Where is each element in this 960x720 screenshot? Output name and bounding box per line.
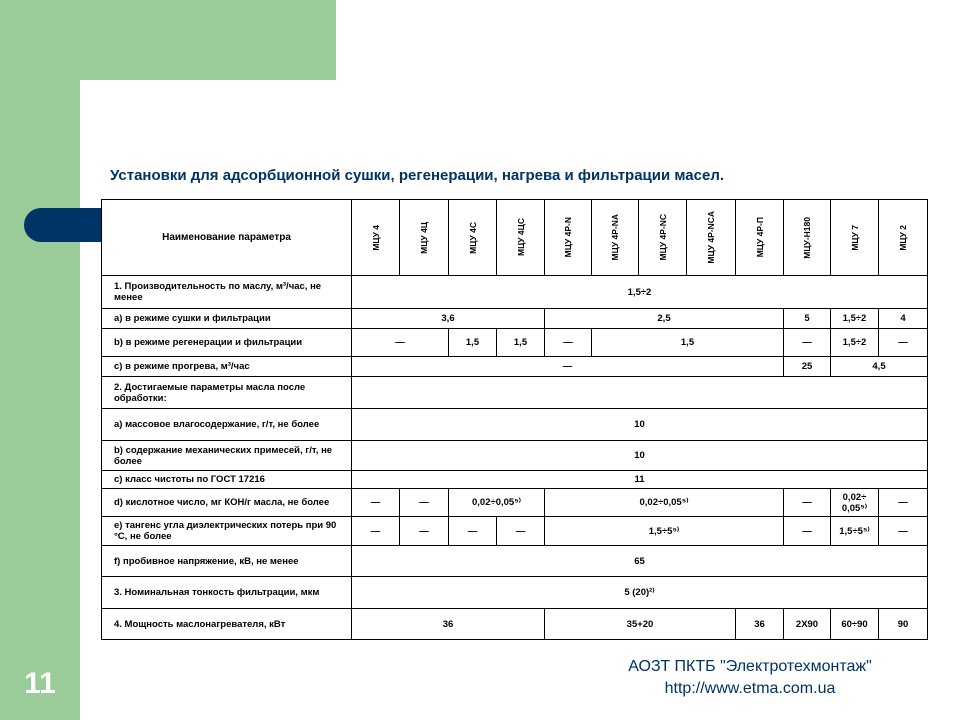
- cell-value: 0,02÷0,05⁵⁾: [639, 497, 689, 508]
- cell-value: 1,5: [465, 337, 480, 348]
- row-label: d) кислотное число, мг КОН/г масла, не более: [114, 497, 330, 508]
- cell-value: 0,02÷ 0,05⁵⁾: [841, 491, 868, 514]
- header-param-label: Наименование параметра: [162, 232, 291, 243]
- value-cell: [830, 356, 928, 377]
- value-cell: [351, 308, 545, 329]
- row-label: b) в режиме регенерации и фильтрации: [114, 337, 303, 348]
- value-cell: [878, 308, 928, 329]
- header-model-cell: [544, 199, 592, 276]
- row-label: 4. Мощность маслонагревателя, кВт: [114, 618, 286, 630]
- cell-value: —: [562, 361, 573, 372]
- cell-value: —: [370, 497, 381, 508]
- cell-value: 5: [804, 313, 810, 324]
- top-decor-band: [80, 0, 336, 80]
- row-label: b) содержание механических примесей, г/т, не более: [114, 444, 333, 467]
- cell-value: —: [563, 337, 573, 348]
- footer-company: АОЗТ ПКТБ "Электротехмонтаж": [628, 658, 872, 675]
- value-cell: [830, 328, 879, 357]
- model-name: МЦУ-Н180: [802, 216, 812, 259]
- cell-value: 36: [442, 618, 454, 630]
- value-cell: [735, 608, 784, 640]
- cell-value: —: [419, 525, 429, 537]
- cell-value: 36: [754, 618, 765, 630]
- value-cell: [351, 275, 928, 309]
- model-name: МЦУ 4Ц: [419, 221, 429, 254]
- cell-value: 1,5÷5⁵⁾: [648, 525, 680, 537]
- value-cell: [544, 608, 736, 640]
- value-cell: [351, 328, 449, 357]
- row-label-cell: [101, 376, 352, 409]
- model-name: МЦУ 7: [849, 224, 860, 251]
- row-label-cell: [101, 576, 352, 609]
- header-model-cell: [830, 199, 879, 276]
- model-name: МЦУ 4С: [467, 221, 478, 254]
- cell-value: —: [898, 497, 908, 508]
- value-cell: [448, 488, 545, 517]
- header-param-cell: [101, 199, 352, 276]
- value-cell: [830, 308, 879, 329]
- value-cell: [351, 488, 400, 517]
- row-label-cell: [101, 545, 352, 577]
- value-cell: [351, 470, 928, 489]
- value-cell: [783, 516, 831, 546]
- cell-value: 1,5÷2: [627, 286, 652, 298]
- value-cell: [878, 328, 928, 357]
- row-label: 3. Номинальная тонкость фильтрации, мкм: [114, 587, 320, 598]
- row-label: е) тангенс угла диэлектрических потерь при 90 °С, не более: [114, 520, 337, 542]
- model-name: МЦУ 4ЦС: [515, 218, 526, 257]
- model-name: МЦУ 4Р-NCA: [706, 211, 716, 264]
- cell-value: —: [898, 525, 908, 537]
- cell-value: 11: [634, 474, 645, 485]
- cell-value: 1,5÷5⁵⁾: [839, 525, 870, 537]
- header-model-cell: [638, 199, 687, 276]
- row-label-cell: [101, 516, 352, 546]
- value-cell: [878, 608, 928, 640]
- slide-number: 11: [24, 667, 56, 700]
- header-model-cell: [399, 199, 449, 276]
- row-label: а) в режиме сушки и фильтрации: [114, 313, 271, 324]
- row-label: 1. Производительность по маслу, м³/час, не менее: [114, 281, 322, 303]
- cell-value: —: [467, 525, 478, 537]
- header-model-cell: [735, 199, 784, 276]
- row-label-cell: [101, 440, 352, 471]
- value-cell: [496, 516, 545, 546]
- model-name: МЦУ 4Р-NC: [657, 214, 668, 261]
- cell-value: 2,5: [657, 313, 671, 324]
- value-cell: [830, 488, 879, 517]
- row-label: с) класс чистоты по ГОСТ 17216: [114, 474, 265, 485]
- cell-value: 35+20: [626, 618, 654, 630]
- value-cell: [351, 545, 928, 577]
- header-model-cell: [496, 199, 545, 276]
- parameters-table: [101, 199, 928, 640]
- value-cell: [351, 356, 784, 377]
- value-cell: [783, 608, 831, 640]
- row-label-cell: [101, 328, 352, 357]
- cell-value: 10: [634, 419, 645, 430]
- value-cell: [830, 516, 879, 546]
- row-label-cell: [101, 308, 352, 329]
- row-label: а) массовое влагосодержание, г/т, не более: [114, 419, 320, 430]
- row-label-cell: [101, 488, 352, 517]
- cell-value: 10: [634, 450, 645, 461]
- cell-value: 1,5÷2: [842, 337, 867, 348]
- left-decor-band: [0, 0, 80, 720]
- cell-value: —: [802, 525, 812, 537]
- cell-value: —: [898, 337, 908, 348]
- cell-value: 1,5: [680, 337, 695, 348]
- cell-value: —: [802, 337, 812, 348]
- model-name: МЦУ 4Р-N: [563, 217, 573, 258]
- slide-title: Установки для адсорбционной сушки, регенерации, нагрева и фильтрации масел.: [110, 167, 725, 184]
- value-cell: [448, 328, 497, 357]
- header-model-cell: [448, 199, 497, 276]
- value-cell: [591, 328, 784, 357]
- row-label: с) в режиме прогрева, м³/час: [114, 361, 250, 372]
- row-label-cell: [101, 470, 352, 489]
- cell-value: 90: [897, 618, 909, 630]
- cell-value: —: [370, 525, 381, 537]
- value-cell: [830, 608, 879, 640]
- header-model-cell: [591, 199, 639, 276]
- footer: [560, 656, 940, 700]
- value-cell: [544, 488, 784, 517]
- footer-url[interactable]: http://www.etma.com.ua: [664, 680, 836, 697]
- header-model-cell: [878, 199, 928, 276]
- header-model-cell: [686, 199, 736, 276]
- cell-value: —: [419, 497, 429, 508]
- value-cell: [878, 488, 928, 517]
- model-name: МЦУ 4Р-П: [754, 217, 765, 258]
- row-label: 2. Достигаемые параметры масла после обработки:: [114, 381, 306, 404]
- value-cell: [544, 308, 784, 329]
- model-name: МЦУ 4Р-NA: [610, 214, 620, 261]
- value-cell: [351, 408, 928, 441]
- value-cell: [544, 328, 592, 357]
- cell-value: 65: [634, 555, 645, 567]
- value-cell: [878, 516, 928, 546]
- cell-value: 1,5÷2: [842, 313, 867, 324]
- value-cell: [544, 516, 784, 546]
- cell-value: —: [395, 337, 405, 348]
- row-label-cell: [101, 356, 352, 377]
- value-cell: [351, 516, 400, 546]
- header-model-cell: [783, 199, 831, 276]
- cell-value: 5 (20)²⁾: [624, 587, 655, 598]
- value-cell: [351, 376, 928, 409]
- model-name: МЦУ 2: [898, 224, 908, 251]
- value-cell: [399, 516, 449, 546]
- value-cell: [351, 440, 928, 471]
- cell-value: 1,5: [513, 337, 528, 348]
- value-cell: [351, 576, 928, 609]
- value-cell: [448, 516, 497, 546]
- value-cell: [351, 608, 545, 640]
- row-label-cell: [101, 608, 352, 640]
- cell-value: 0,02÷0,05⁵⁾: [472, 497, 521, 508]
- cell-value: —: [802, 497, 812, 508]
- header-model-cell: [351, 199, 400, 276]
- cell-value: 4: [900, 313, 906, 324]
- cell-value: 4,5: [872, 361, 886, 372]
- cell-value: 25: [801, 361, 813, 372]
- value-cell: [783, 356, 831, 377]
- cell-value: 60÷90: [841, 618, 868, 630]
- value-cell: [783, 488, 831, 517]
- row-label: f) пробивное напряжение, кВ, не менее: [114, 555, 299, 567]
- model-name: МЦУ 4: [370, 224, 381, 251]
- cell-value: 3,6: [441, 313, 455, 324]
- value-cell: [496, 328, 545, 357]
- value-cell: [783, 328, 831, 357]
- cell-value: 2Х90: [795, 618, 819, 630]
- value-cell: [783, 308, 831, 329]
- cell-value: —: [515, 525, 526, 537]
- value-cell: [399, 488, 449, 517]
- row-label-cell: [101, 275, 352, 309]
- row-label-cell: [101, 408, 352, 441]
